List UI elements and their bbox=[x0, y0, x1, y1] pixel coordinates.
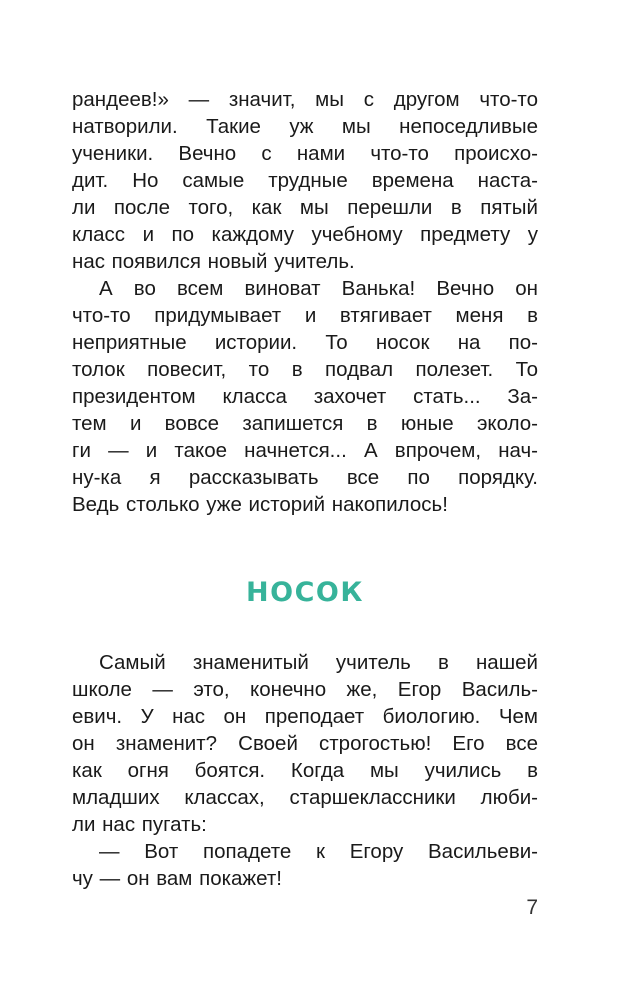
text-line: что-то придумывает и втягивает меня в bbox=[72, 304, 538, 327]
text-line: дит. Но самые трудные времена наста- bbox=[72, 169, 538, 192]
text-line: толок повесит, то в подвал полезет. То bbox=[72, 358, 538, 381]
text-line: рандеев!» — значит, мы с другом что-то bbox=[72, 88, 538, 111]
spacer bbox=[72, 615, 538, 649]
chapter-title: НОСОК bbox=[246, 577, 364, 608]
page-body bbox=[72, 86, 538, 892]
text-line: — Вот попадете к Егору Васильеви- bbox=[99, 840, 538, 863]
text-line: А во всем виноват Ванька! Вечно он bbox=[99, 277, 538, 300]
intro-paragraph-2 bbox=[72, 275, 538, 518]
chapter-paragraph-2 bbox=[72, 838, 538, 892]
text-line: ну-ка я рассказывать все по порядку. bbox=[72, 466, 538, 489]
text-line: ли нас пугать: bbox=[72, 813, 207, 836]
text-line: тем и вовсе запишется в юные эколо- bbox=[72, 412, 538, 435]
text-line: чу — он вам покажет! bbox=[72, 867, 282, 890]
text-line: он знаменит? Своей строгостью! Его все bbox=[72, 732, 538, 755]
text-line: натворили. Такие уж мы непоседливые bbox=[72, 115, 538, 138]
text-line: евич. У нас он преподает биологию. Чем bbox=[72, 705, 538, 728]
text-line: Самый знаменитый учитель в нашей bbox=[99, 651, 538, 674]
text-line: Ведь столько уже историй накопилось! bbox=[72, 493, 448, 516]
spacer bbox=[72, 518, 538, 571]
text-line: как огня боятся. Когда мы учились в bbox=[72, 759, 538, 782]
text-line: класс и по каждому учебному предмету у bbox=[72, 223, 538, 246]
text-line: школе — это, конечно же, Егор Василь- bbox=[72, 678, 538, 701]
text-line: неприятные истории. То носок на по- bbox=[72, 331, 538, 354]
page-number: 7 bbox=[526, 896, 538, 919]
text-line: младших классах, старшеклассники люби- bbox=[72, 786, 538, 809]
text-line: нас появился новый учитель. bbox=[72, 250, 355, 273]
chapter-paragraph-1 bbox=[72, 649, 538, 838]
intro-paragraph-1 bbox=[72, 86, 538, 275]
text-line: президентом класса захочет стать... За- bbox=[72, 385, 538, 408]
text-line: ученики. Вечно с нами что-то происхо- bbox=[72, 142, 538, 165]
text-line: ли после того, как мы перешли в пятый bbox=[72, 196, 538, 219]
text-line: ги — и такое начнется... А впрочем, нач- bbox=[72, 439, 538, 462]
